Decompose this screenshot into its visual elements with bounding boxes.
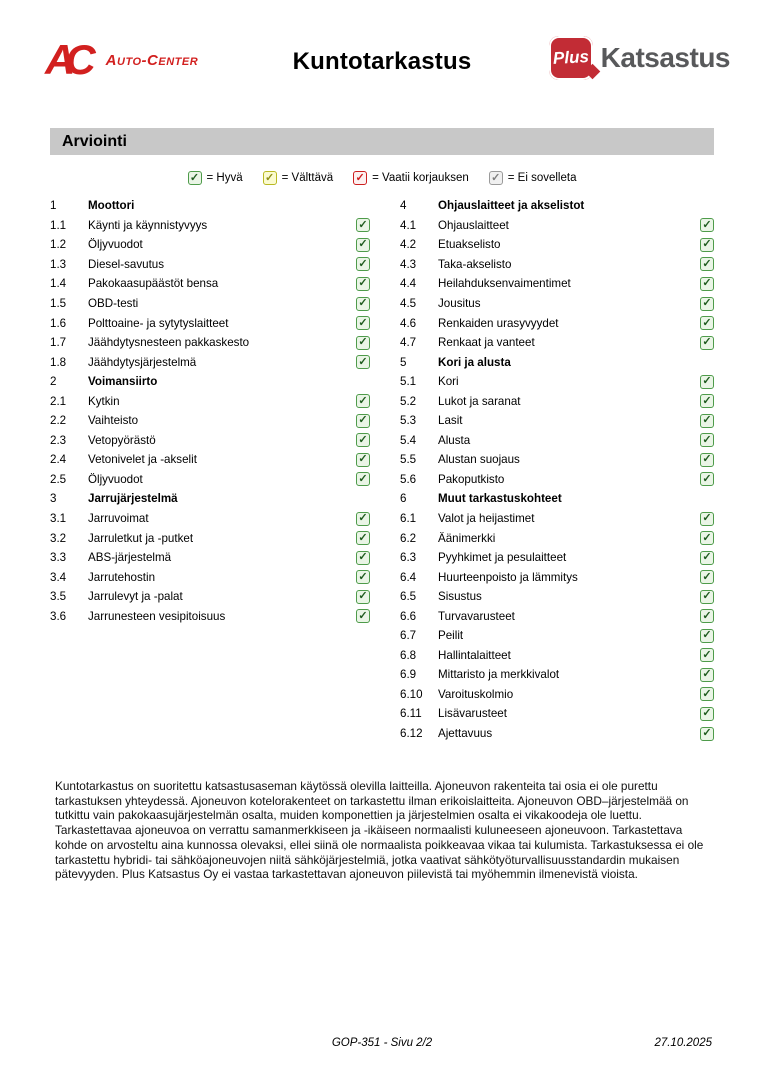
checklist-row: [50, 606, 370, 626]
checklist-row: [400, 216, 714, 236]
status-checkbox-good-icon: ✓: [356, 453, 370, 467]
status-checkbox-good-icon: ✓: [356, 590, 370, 604]
section-heading: Arviointi: [62, 133, 127, 150]
item-number: 6.6: [400, 609, 417, 623]
status-checkbox-good-icon: ✓: [356, 394, 370, 408]
section-header-row: [50, 196, 370, 216]
item-number: 5.4: [400, 433, 417, 447]
item-label: Varoituskolmio: [438, 687, 514, 701]
checklist-row: [50, 333, 370, 353]
item-label: Äänimerkki: [438, 531, 496, 545]
item-number: 1.7: [50, 336, 67, 350]
item-label: Alusta: [438, 433, 471, 447]
item-label: Mittaristo ja merkkivalot: [438, 668, 560, 682]
item-label: Taka-akselisto: [438, 257, 512, 271]
item-label: Jarrutehostin: [88, 570, 156, 584]
legend-checkbox-na-icon: ✓: [489, 171, 503, 185]
legend-item-repair: [353, 171, 469, 185]
status-checkbox-good-icon: ✓: [356, 414, 370, 428]
status-checkbox-good-icon: ✓: [356, 297, 370, 311]
item-number: 4.4: [400, 277, 417, 291]
item-number: 6.11: [400, 707, 422, 721]
item-number: 1.3: [50, 257, 67, 271]
item-number: 6.5: [400, 590, 417, 604]
checklist-row: [400, 587, 714, 607]
item-label: ABS-järjestelmä: [88, 551, 172, 565]
item-number: 2.3: [50, 433, 67, 447]
item-label: Jäähdytysnesteen pakkaskesto: [88, 336, 250, 350]
status-checkbox-good-icon: ✓: [700, 590, 714, 604]
section-number: 1: [50, 199, 57, 213]
status-checkbox-good-icon: ✓: [356, 238, 370, 252]
section-header-row: [400, 489, 714, 509]
item-label: Jarruletkut ja -putket: [88, 531, 194, 545]
item-label: Lisävarusteet: [438, 707, 507, 721]
checklist-row: [400, 431, 714, 451]
auto-center-monogram-icon: AC: [45, 36, 86, 83]
checklist-row: [50, 528, 370, 548]
status-checkbox-good-icon: ✓: [700, 551, 714, 565]
legend-item-fair: [263, 171, 333, 185]
item-number: 4.3: [400, 257, 417, 271]
disclaimer-text: Kuntotarkastus on suoritettu katsastusaseman käytössä olevilla laitteilla. Ajoneuvon rakenteita tai osia ei ole purettu tarkastuksen yhteydessä. Ajoneuvon kotelorakenteet on tarkastettu ilman erikoislaitteita. Ajoneuvon OBD–järjestelmää on tutkittu vain pakokaasujärjestelmän osalta, muiden komponettien ja järjestelmien osalta ei vikakoodeja ole luettu. Tarkastettavaa ajoneuvoa on verrattu samanmerkkiseen ja -ikäiseen normaalisti kuluneeseen ajoneuvoon. Tarkastettava kohde on arvosteltu aina kunnossa olevaksi, ellei siinä ole normaalista poikkeavaa vikaa tai kulumista. Tarkastuksessa ei ole tarkastettu hybridi- tai sähköajoneuvojen niitä sähköjärjestelmiä, jotka vaativat sähkötyöturvallisuusstandardin mukaisen pätevyyden. Plus Katsastus Oy ei vastaa tarkastettavan ajoneuvon piilevistä tai myöhemmin ilmenevistä vioista.: [55, 779, 704, 882]
status-checkbox-good-icon: ✓: [700, 453, 714, 467]
status-checkbox-good-icon: ✓: [356, 316, 370, 330]
item-label: Renkaat ja vanteet: [438, 336, 535, 350]
item-label: Öljyvuodot: [88, 472, 143, 486]
checklist-row: [50, 587, 370, 607]
status-checkbox-good-icon: ✓: [700, 707, 714, 721]
item-label: Etuakselisto: [438, 238, 501, 252]
checklist-row: [50, 216, 370, 236]
item-number: 6.2: [400, 531, 417, 545]
item-label: Diesel-savutus: [88, 257, 165, 271]
section-title: Jarrujärjestelmä: [88, 492, 178, 506]
status-checkbox-good-icon: ✓: [700, 472, 714, 486]
footer-date: 27.10.2025: [654, 1037, 712, 1049]
item-number: 1.8: [50, 355, 67, 369]
item-label: Jousitus: [438, 297, 481, 310]
item-label: OBD-testi: [88, 297, 139, 310]
checklist-row: [50, 509, 370, 529]
legend-label: = Hyvä: [206, 172, 243, 184]
section-header-row: [50, 489, 370, 509]
checklist-row: [50, 255, 370, 275]
legend-item-good: [188, 171, 243, 185]
item-label: Jarrulevyt ja -palat: [88, 590, 183, 604]
item-number: 3.3: [50, 551, 67, 565]
item-label: Pakoputkisto: [438, 472, 505, 486]
item-label: Heilahduksenvaimentimet: [438, 277, 571, 291]
checklist-row: [400, 528, 714, 548]
item-number: 6.4: [400, 570, 417, 584]
status-checkbox-good-icon: ✓: [700, 727, 714, 741]
page-footer: [50, 1037, 714, 1053]
checklist-row: [50, 391, 370, 411]
auto-center-name: Auto-Center: [105, 51, 199, 69]
status-checkbox-good-icon: ✓: [700, 394, 714, 408]
item-label: Vetopyörästö: [88, 433, 156, 447]
legend-label: = Vaatii korjauksen: [372, 172, 469, 184]
checklist-row: [400, 274, 714, 294]
item-label: Valot ja heijastimet: [438, 512, 535, 526]
status-checkbox-good-icon: ✓: [700, 316, 714, 330]
plus-katsastus-logo: [549, 36, 730, 80]
item-number: 5.2: [400, 394, 417, 408]
status-checkbox-good-icon: ✓: [700, 648, 714, 662]
item-number: 6.10: [400, 687, 423, 701]
checklist-row: [50, 411, 370, 431]
item-number: 3.5: [50, 590, 67, 604]
legend-checkbox-repair-icon: ✓: [353, 171, 367, 185]
item-label: Öljyvuodot: [88, 238, 143, 252]
checklist-column-left: [50, 196, 370, 743]
item-number: 4.7: [400, 336, 417, 350]
item-label: Renkaiden urasyvyydet: [438, 316, 559, 330]
checklist-row: [400, 391, 714, 411]
item-number: 1.1: [50, 218, 67, 232]
item-number: 1.5: [50, 297, 67, 310]
page-title: Kuntotarkastus: [292, 48, 472, 75]
item-label: Vaihteisto: [88, 414, 139, 428]
document-reference: GOP-351 - Sivu 2/2: [331, 1037, 433, 1049]
item-number: 1.2: [50, 238, 67, 252]
checklist-column-right: [400, 196, 714, 743]
legend-item-na: [489, 171, 577, 185]
item-label: Peilit: [438, 629, 464, 643]
checklist-row: [50, 548, 370, 568]
item-label: Hallintalaitteet: [438, 648, 511, 662]
legend-label: = Ei sovelleta: [507, 172, 577, 184]
status-checkbox-good-icon: ✓: [700, 609, 714, 623]
status-checkbox-good-icon: ✓: [356, 609, 370, 623]
item-number: 6.9: [400, 668, 417, 682]
item-number: 6.3: [400, 551, 417, 565]
item-label: Vetonivelet ja -akselit: [88, 453, 197, 467]
status-checkbox-good-icon: ✓: [700, 629, 714, 643]
legend-checkbox-good-icon: ✓: [188, 171, 202, 185]
item-label: Alustan suojaus: [438, 453, 520, 467]
checklist-row: [50, 567, 370, 587]
katsastus-name: Katsastus: [600, 42, 730, 73]
checklist-row: [400, 685, 714, 705]
checklist-row: [50, 450, 370, 470]
section-title: Voimansiirto: [88, 375, 158, 389]
item-label: Pakokaasupäästöt bensa: [88, 277, 219, 291]
section-number: 3: [50, 492, 57, 506]
checklist-row: [400, 450, 714, 470]
status-checkbox-good-icon: ✓: [700, 238, 714, 252]
item-number: 4.6: [400, 316, 417, 330]
item-label: Kytkin: [88, 394, 120, 408]
checklist-row: [400, 704, 714, 724]
item-number: 2.1: [50, 394, 67, 408]
status-checkbox-good-icon: ✓: [700, 668, 714, 682]
checklist-row: [400, 470, 714, 490]
item-number: 5.6: [400, 472, 417, 486]
legend-checkbox-fair-icon: ✓: [263, 171, 277, 185]
checklist-row: [400, 333, 714, 353]
legend-label: = Välttävä: [281, 172, 334, 184]
item-number: 4.1: [400, 218, 417, 232]
item-number: 5.3: [400, 414, 417, 428]
item-label: Lasit: [438, 414, 463, 428]
checklist-row: [400, 567, 714, 587]
item-number: 3.2: [50, 531, 67, 545]
item-label: Jäähdytysjärjestelmä: [88, 355, 197, 369]
status-checkbox-good-icon: ✓: [700, 257, 714, 271]
checklist-row: [50, 274, 370, 294]
item-label: Ohjauslaitteet: [438, 218, 509, 232]
section-header-row: [400, 196, 714, 216]
checklist-row: [50, 470, 370, 490]
item-number: 3.4: [50, 570, 67, 584]
item-label: Jarruvoimat: [88, 512, 149, 526]
checklist-row: [400, 313, 714, 333]
section-number: 4: [400, 199, 407, 213]
status-checkbox-good-icon: ✓: [356, 551, 370, 565]
status-checkbox-good-icon: ✓: [356, 336, 370, 350]
section-number: 6: [400, 492, 407, 506]
plus-badge-icon: [549, 36, 593, 80]
item-label: Jarrunesteen vesipitoisuus: [88, 609, 226, 623]
item-label: Lukot ja saranat: [438, 394, 521, 408]
section-number: 5: [400, 355, 407, 369]
item-number: 3.6: [50, 609, 67, 623]
status-checkbox-good-icon: ✓: [700, 277, 714, 291]
checklist-row: [400, 646, 714, 666]
checklist-row: [400, 665, 714, 685]
section-title: Muut tarkastuskohteet: [438, 492, 562, 506]
item-number: 5.1: [400, 375, 417, 389]
status-checkbox-good-icon: ✓: [356, 257, 370, 271]
item-number: 6.12: [400, 727, 423, 741]
section-heading-bar: [50, 128, 714, 155]
item-number: 4.5: [400, 297, 417, 310]
section-number: 2: [50, 375, 57, 389]
status-checkbox-good-icon: ✓: [700, 531, 714, 545]
checklist-row: [50, 352, 370, 372]
status-checkbox-good-icon: ✓: [700, 512, 714, 526]
status-checkbox-good-icon: ✓: [356, 433, 370, 447]
section-title: Moottori: [88, 199, 135, 213]
checklist-row: [400, 509, 714, 529]
status-checkbox-good-icon: ✓: [700, 414, 714, 428]
checklist-row: [400, 724, 714, 744]
status-checkbox-good-icon: ✓: [700, 433, 714, 447]
item-number: 2.5: [50, 472, 67, 486]
status-checkbox-good-icon: ✓: [700, 375, 714, 389]
item-label: Polttoaine- ja sytytyslaitteet: [88, 316, 229, 330]
checklist-row: [400, 372, 714, 392]
item-number: 2.2: [50, 414, 67, 428]
checklist-row: [400, 235, 714, 255]
item-label: Kori: [438, 375, 459, 389]
status-checkbox-good-icon: ✓: [356, 277, 370, 291]
item-label: Turvavarusteet: [438, 609, 515, 623]
item-number: 5.5: [400, 453, 417, 467]
status-checkbox-good-icon: ✓: [700, 336, 714, 350]
item-label: Huurteenpoisto ja lämmitys: [438, 570, 578, 584]
item-number: 6.1: [400, 512, 417, 526]
section-title: Kori ja alusta: [438, 355, 511, 369]
status-checkbox-good-icon: ✓: [356, 570, 370, 584]
item-label: Sisustus: [438, 590, 482, 604]
checklist-row: [400, 626, 714, 646]
checklist-row: [400, 411, 714, 431]
status-checkbox-good-icon: ✓: [700, 570, 714, 584]
checklist-row: [400, 548, 714, 568]
checklist-row: [50, 294, 370, 314]
checklist-row: [400, 294, 714, 314]
item-label: Käynti ja käynnistyvyys: [88, 218, 208, 232]
status-checkbox-good-icon: ✓: [700, 687, 714, 701]
checklist: [50, 196, 714, 743]
item-number: 6.8: [400, 648, 417, 662]
item-number: 4.2: [400, 238, 417, 252]
item-number: 1.6: [50, 316, 67, 330]
status-checkbox-good-icon: ✓: [356, 472, 370, 486]
section-title: Ohjauslaitteet ja akselistot: [438, 199, 585, 213]
checklist-row: [400, 255, 714, 275]
status-checkbox-good-icon: ✓: [356, 355, 370, 369]
header: [0, 34, 764, 96]
section-header-row: [400, 352, 714, 372]
status-checkbox-good-icon: ✓: [356, 512, 370, 526]
checklist-row: [400, 606, 714, 626]
checklist-row: [50, 431, 370, 451]
plus-badge-text: Plus: [552, 47, 590, 68]
item-number: 6.7: [400, 629, 417, 643]
status-checkbox-good-icon: ✓: [700, 297, 714, 311]
status-checkbox-good-icon: ✓: [356, 218, 370, 232]
item-label: Ajettavuus: [438, 727, 493, 741]
checklist-row: [50, 313, 370, 333]
item-number: 2.4: [50, 453, 67, 467]
status-checkbox-good-icon: ✓: [700, 218, 714, 232]
item-label: Pyyhkimet ja pesulaitteet: [438, 551, 567, 565]
status-checkbox-good-icon: ✓: [356, 531, 370, 545]
item-number: 1.4: [50, 277, 67, 291]
item-number: 3.1: [50, 512, 67, 526]
legend: [0, 171, 764, 185]
checklist-row: [50, 235, 370, 255]
section-header-row: [50, 372, 370, 392]
